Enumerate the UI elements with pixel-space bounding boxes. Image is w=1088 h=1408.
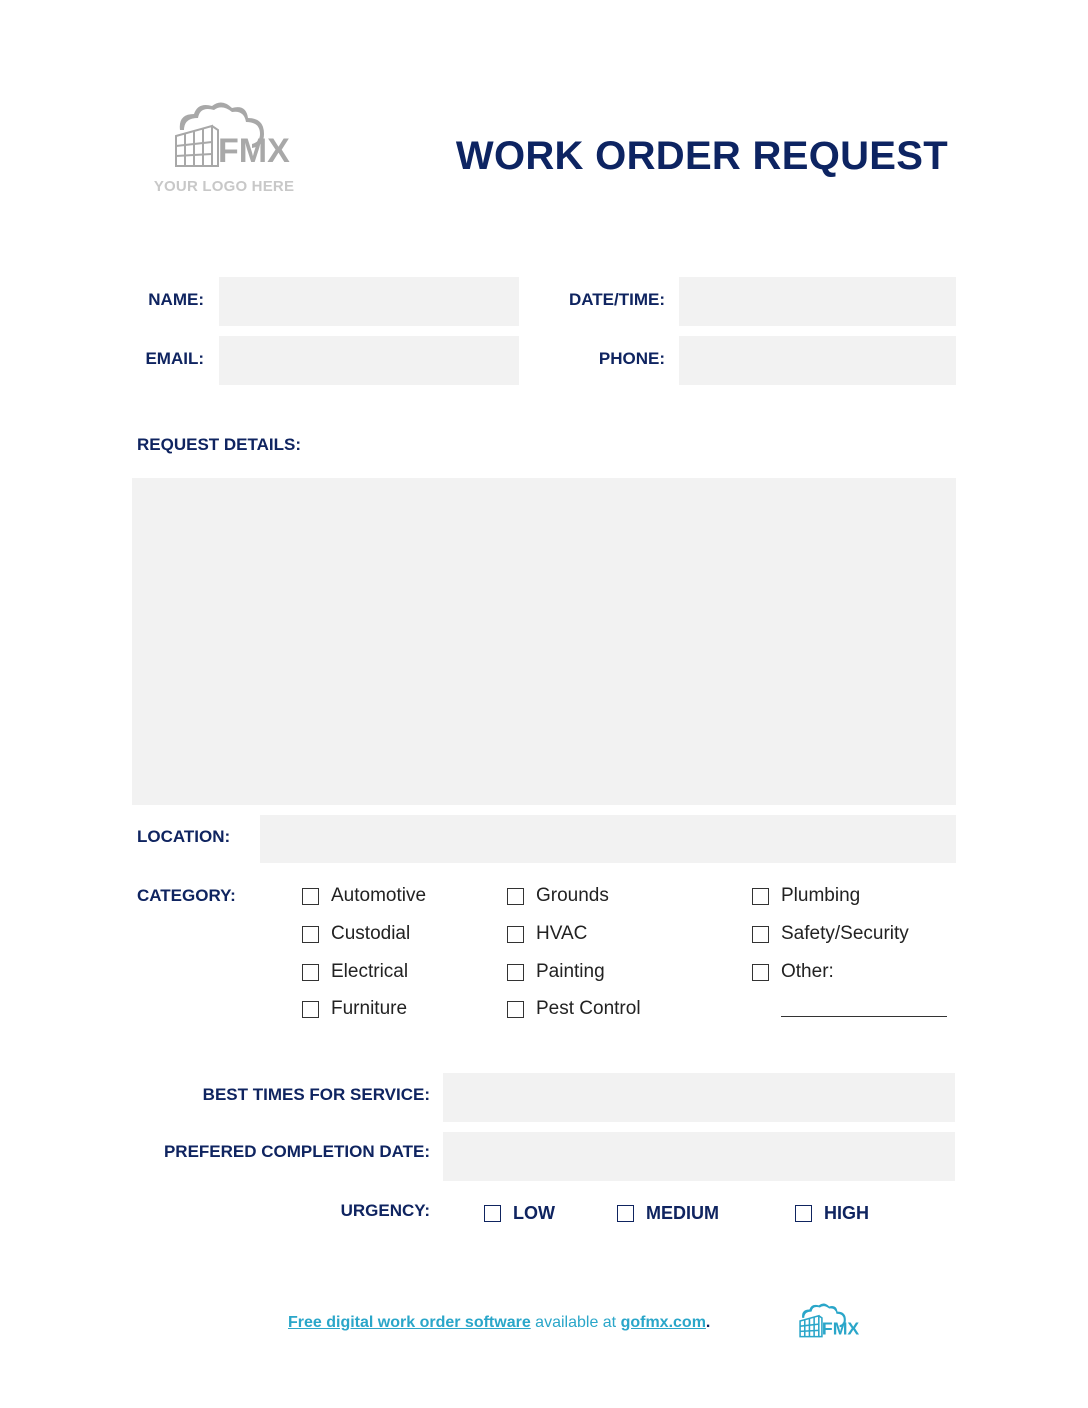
checkbox-icon[interactable]: [507, 964, 524, 981]
name-label: NAME:: [148, 290, 204, 309]
footer-logo-mark-text: FMX: [821, 1318, 860, 1339]
checkbox-icon[interactable]: [752, 926, 769, 943]
urgency-checkbox-low[interactable]: [484, 1203, 555, 1224]
urgency-label: URGENCY:: [340, 1201, 430, 1220]
category-checkbox-pest-control[interactable]: [507, 998, 641, 1020]
company-logo-placeholder: [150, 100, 310, 200]
category-checkbox-other[interactable]: [752, 961, 834, 983]
category-option-label: Painting: [536, 961, 605, 982]
footer-end-text: .: [705, 1314, 711, 1331]
name-field[interactable]: [219, 277, 519, 326]
category-option-label: Furniture: [331, 998, 408, 1019]
category-checkbox-hvac[interactable]: [507, 923, 587, 945]
footer-middle-text: available at: [530, 1314, 621, 1331]
checkbox-icon[interactable]: [302, 888, 319, 905]
checkbox-icon[interactable]: [302, 1001, 319, 1018]
category-checkbox-plumbing[interactable]: [752, 885, 860, 907]
best-times-label: BEST TIMES FOR SERVICE:: [202, 1085, 430, 1104]
category-option-label: Custodial: [331, 923, 411, 944]
fmx-building-logo-icon: [172, 100, 290, 172]
checkbox-icon[interactable]: [302, 926, 319, 943]
category-label: CATEGORY:: [137, 886, 236, 905]
request-details-textarea[interactable]: [132, 478, 956, 805]
email-label: EMAIL:: [145, 349, 204, 368]
category-option-label: Grounds: [536, 885, 609, 906]
logo-caption: YOUR LOGO HERE: [153, 178, 295, 195]
request-details-label: REQUEST DETAILS:: [137, 435, 302, 454]
location-label: LOCATION:: [137, 827, 231, 846]
category-option-label: Pest Control: [536, 998, 641, 1019]
footer-promo: [288, 1314, 710, 1332]
category-checkbox-furniture[interactable]: [302, 998, 407, 1020]
category-option-label: Electrical: [331, 961, 409, 982]
category-option-label: Plumbing: [781, 885, 861, 906]
checkbox-icon[interactable]: [507, 1001, 524, 1018]
category-option-label: HVAC: [536, 923, 588, 944]
page-title: WORK ORDER REQUEST: [455, 134, 948, 178]
checkbox-icon[interactable]: [752, 888, 769, 905]
phone-field[interactable]: [679, 336, 956, 385]
category-checkbox-painting[interactable]: [507, 961, 605, 983]
urgency-checkbox-medium[interactable]: [617, 1203, 719, 1224]
checkbox-icon[interactable]: [507, 888, 524, 905]
urgency-option-label: MEDIUM: [646, 1203, 719, 1223]
other-category-write-in-line[interactable]: [781, 1016, 947, 1017]
urgency-option-label: LOW: [513, 1203, 555, 1223]
site-link[interactable]: gofmx.com: [620, 1314, 706, 1331]
category-checkbox-automotive[interactable]: [302, 885, 426, 907]
logo-mark-text: FMX: [218, 132, 290, 170]
category-checkbox-electrical[interactable]: [302, 961, 408, 983]
checkbox-icon[interactable]: [752, 964, 769, 981]
software-link[interactable]: Free digital work order software: [288, 1314, 531, 1331]
urgency-option-label: HIGH: [824, 1203, 869, 1223]
checkbox-icon[interactable]: [617, 1205, 634, 1222]
category-option-label: Safety/Security: [781, 923, 909, 944]
urgency-checkbox-high[interactable]: [795, 1203, 869, 1224]
email-field[interactable]: [219, 336, 519, 385]
fmx-footer-logo-icon: [798, 1301, 860, 1346]
datetime-field[interactable]: [679, 277, 956, 326]
phone-label: PHONE:: [598, 349, 665, 368]
category-checkbox-safety-security[interactable]: [752, 923, 909, 945]
category-option-label: Automotive: [331, 885, 427, 906]
category-checkbox-custodial[interactable]: [302, 923, 410, 945]
category-checkbox-grounds[interactable]: [507, 885, 609, 907]
category-option-label: Other:: [781, 961, 834, 982]
best-times-field[interactable]: [443, 1073, 955, 1122]
checkbox-icon[interactable]: [484, 1205, 501, 1222]
checkbox-icon[interactable]: [507, 926, 524, 943]
datetime-label: DATE/TIME:: [568, 290, 665, 309]
completion-date-field[interactable]: [443, 1132, 955, 1181]
completion-date-label: PREFERED COMPLETION DATE:: [163, 1142, 430, 1161]
checkbox-icon[interactable]: [795, 1205, 812, 1222]
location-field[interactable]: [260, 815, 956, 863]
checkbox-icon[interactable]: [302, 964, 319, 981]
